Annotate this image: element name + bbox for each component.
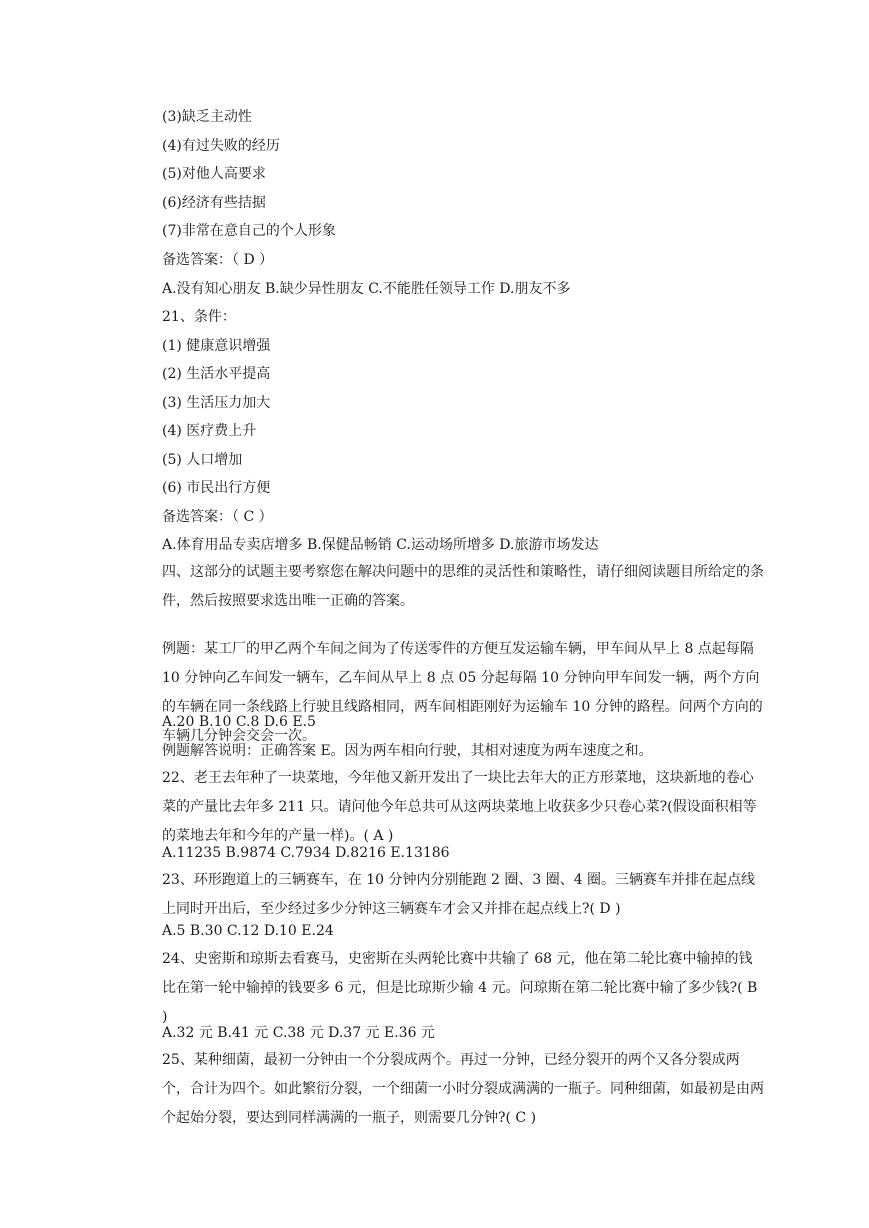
list-item: (2) 生活水平提高 [162, 366, 271, 382]
question-title: 21、条件： [162, 309, 236, 325]
list-item: (4)有过失败的经历 [162, 138, 280, 154]
list-item: (1) 健康意识增强 [162, 338, 271, 354]
question-text: 23、环形跑道上的三辆赛车，在 10 分钟内分别能跑 2 圈、3 圈、4 圈。三辆赛车并排在起点线上同时开出后，至少经过多少分钟这三辆赛车才会又并排在起点线上?( D ) [162, 872, 756, 917]
question-text: 24、史密斯和琼斯去看赛马，史密斯在头两轮比赛中共输了 68 元，他在第二轮比赛中输掉的钱比在第一轮中输掉的钱要多 6 元，但是比琼斯少输 4 元。问琼斯在第二轮比赛中输了多少钱?( B ) [162, 951, 758, 1025]
options-line: A.没有知心朋友 B.缺少异性朋友 C.不能胜任领导工作 D.朋友不多 [162, 281, 571, 297]
explanation-line: 例题解答说明：正确答案 E。因为两车相向行驶，其相对速度为两车速度之和。 [162, 743, 653, 759]
list-item: (3)缺乏主动性 [162, 109, 252, 125]
list-item: (3) 生活压力加大 [162, 395, 271, 411]
list-item: (6)经济有些拮据 [162, 195, 266, 211]
question-24 [134, 945, 766, 1032]
question-25 [134, 1046, 766, 1133]
options-line: A.32 元 B.41 元 C.38 元 D.37 元 E.36 元 [162, 1025, 435, 1041]
list-item: (5) 人口增加 [162, 452, 243, 468]
answer-line: 备选答案：（ D ） [162, 252, 274, 268]
list-item: (6) 市民出行方便 [162, 480, 271, 496]
list-item: (5)对他人高要求 [162, 166, 266, 182]
question-22 [134, 764, 766, 851]
example-paragraph [134, 635, 766, 751]
section-text: 四、这部分的试题主要考察您在解决问题中的思维的灵活性和策略性，请仔细阅读题目所给定的条件，然后按照要求选出唯一正确的答案。 [162, 564, 764, 609]
list-item: (7)非常在意自己的个人形象 [162, 223, 336, 239]
options-line: A.体育用品专卖店增多 B.保健品畅销 C.运动场所增多 D.旅游市场发达 [162, 537, 599, 553]
options-line: A.11235 B.9874 C.7934 D.8216 E.13186 [162, 845, 450, 861]
section-heading [134, 558, 766, 616]
answer-line: 备选答案：（ C ） [162, 509, 273, 525]
list-item: (4) 医疗费上升 [162, 423, 257, 439]
question-text: 22、老王去年种了一块菜地，今年他又新开发出了一块比去年大的正方形菜地，这块新地的卷心菜的产量比去年多 211 只。请问他今年总共可从这两块菜地上收获多少只卷心菜?(假设面积相等的菜地去年和今年的产量一样)。( A ) [162, 770, 757, 844]
example-text: 例题：某工厂的甲乙两个车间之间为了传送零件的方便互发运输车辆，甲车间从早上 8 点起每隔 10 分钟向乙车间发一辆车，乙车间从早上 8 点 05 分起每隔 10 分钟向甲车间发一辆，两个方向的车辆在同一条线路上行驶且线路相同，两车间相距刚好为运输车 10 分钟的路程。问两个方向的车辆几分钟会交会一次。 [162, 641, 763, 744]
options-line: A.20 B.10 C.8 D.6 E.5 [162, 714, 316, 730]
options-line: A.5 B.30 C.12 D.10 E.24 [162, 923, 334, 939]
question-text: 25、某种细菌，最初一分钟由一个分裂成两个。再过一分钟，已经分裂开的两个又各分裂成两个，合计为四个。如此繁衍分裂，一个细菌一小时分裂成满满的一瓶子。同种细菌，如最初是由两个起始分裂，要达到同样满满的一瓶子，则需要几分钟?( C ) [162, 1052, 764, 1126]
question-23 [134, 866, 766, 924]
